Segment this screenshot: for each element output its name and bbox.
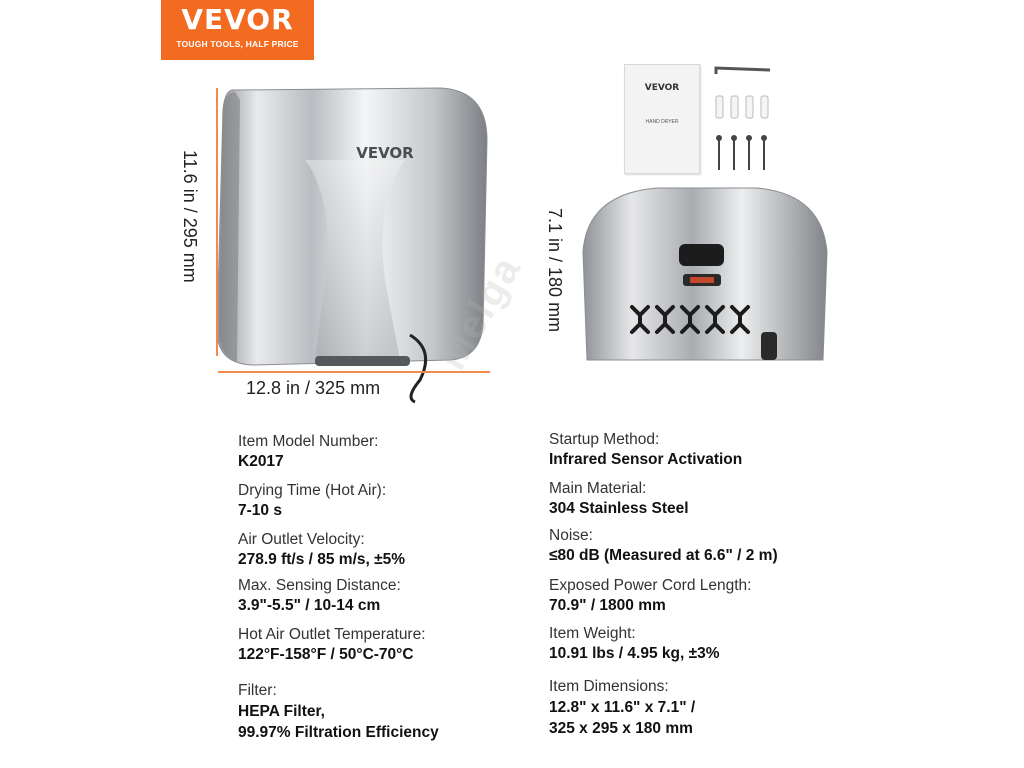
- spec-item-dimensions: Item Dimensions: 12.8" x 11.6" x 7.1" / 325 x 295 x 180 mm: [549, 678, 696, 737]
- spec-noise: Noise: ≤80 dB (Measured at 6.6" / 2 m): [549, 527, 778, 564]
- instruction-manual-image: [624, 64, 700, 174]
- spec-drying-time: Drying Time (Hot Air): 7-10 s: [238, 482, 387, 519]
- spec-air-velocity: Air Outlet Velocity: 278.9 ft/s / 85 m/s, ±5%: [238, 531, 406, 568]
- height-dimension-line: [216, 88, 218, 356]
- watermark-text: Melga: [430, 248, 530, 377]
- brand-tagline: TOUGH TOOLS, HALF PRICE: [176, 39, 299, 49]
- front-logo: [356, 144, 414, 162]
- manual-title: HAND DRYER: [645, 119, 679, 125]
- brand-logo: [161, 0, 314, 60]
- height-label: 11.6 in / 295 mm: [180, 150, 200, 283]
- spec-sensing-distance: Max. Sensing Distance: 3.9"-5.5" / 10-14 cm: [238, 577, 401, 614]
- hand-dryer-bottom-image: [577, 182, 832, 362]
- spec-power-cord-length: Exposed Power Cord Length: 70.9" / 1800 mm: [549, 577, 752, 614]
- spec-startup-method: Startup Method: Infrared Sensor Activation: [549, 431, 743, 468]
- spec-item-weight: Item Weight: 10.91 lbs / 4.95 kg, ±3%: [549, 625, 720, 662]
- spec-outlet-temperature: Hot Air Outlet Temperature: 122°F-158°F / 50°C-70°C: [238, 626, 426, 663]
- brand-name: VEVOR: [181, 3, 294, 36]
- spec-filter: Filter: HEPA Filter, 99.97% Filtration Efficiency: [238, 682, 439, 741]
- width-dimension-line: [218, 371, 490, 373]
- width-label: 12.8 in / 325 mm: [246, 378, 381, 398]
- manual-brand: VEVOR: [644, 83, 680, 93]
- spec-model-number: Item Model Number: K2017: [238, 433, 379, 470]
- spec-main-material: Main Material: 304 Stainless Steel: [549, 480, 689, 517]
- depth-label: 7.1 in / 180 mm: [545, 208, 565, 333]
- svg-text:VEVOR: VEVOR: [356, 144, 414, 162]
- mounting-hardware-image: [712, 66, 782, 176]
